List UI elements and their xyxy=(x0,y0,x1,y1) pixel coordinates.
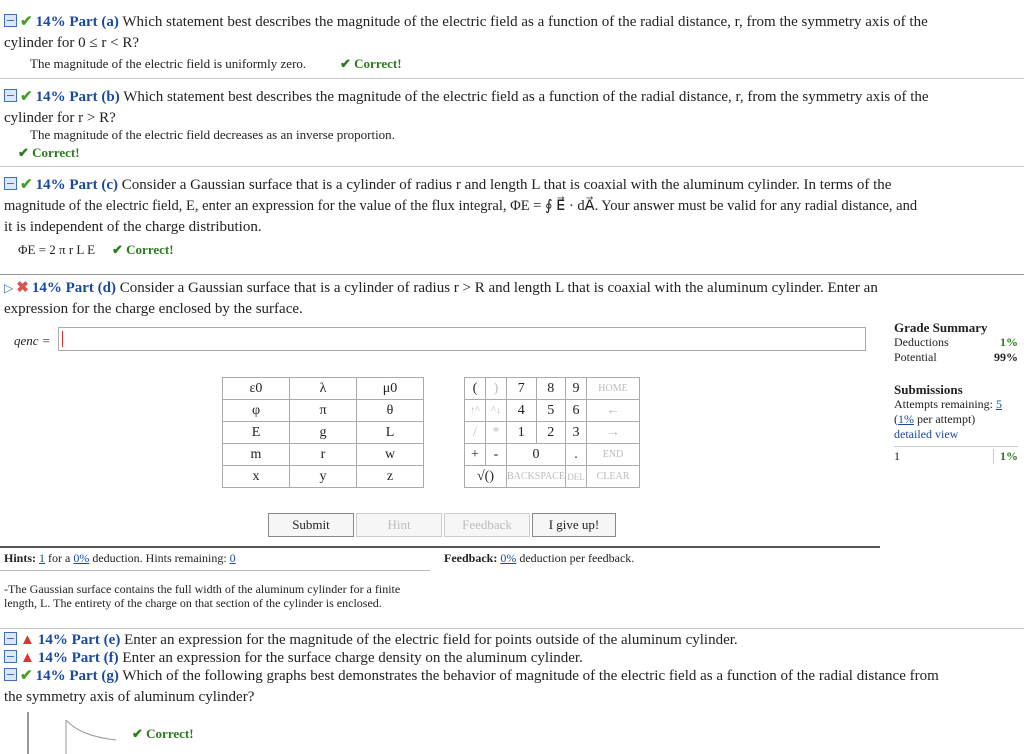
part-c-text-cont2: it is independent of the charge distribution. xyxy=(4,219,262,235)
submit-button[interactable]: Submit xyxy=(268,513,354,537)
divider xyxy=(0,274,1024,275)
submission-number: 1 xyxy=(894,449,900,463)
checkmark-icon: ✔ xyxy=(20,89,33,105)
key-symbol[interactable]: x xyxy=(223,466,290,488)
feedback-text: deduction per feedback. xyxy=(519,551,635,565)
key-3[interactable]: 3 xyxy=(566,422,587,444)
key-1[interactable]: 1 xyxy=(507,422,537,444)
hint-button[interactable]: Hint xyxy=(356,513,442,537)
deductions-row xyxy=(894,335,1018,350)
part-e-label: 14% Part (e) xyxy=(37,632,121,648)
deductions-value: 1% xyxy=(1000,335,1018,349)
detailed-view-link[interactable]: detailed view xyxy=(894,427,959,441)
warning-icon: ▲ xyxy=(20,632,35,648)
feedback-pct: 0% xyxy=(500,551,517,565)
key-superscript-down[interactable]: ^↓ xyxy=(486,400,507,422)
part-c-answer: ΦE = 2 π r L E xyxy=(18,242,96,257)
key-6[interactable]: 6 xyxy=(566,400,587,422)
key-symbol[interactable]: π xyxy=(290,400,357,422)
key-9[interactable]: 9 xyxy=(566,378,587,400)
key-multiply[interactable]: * xyxy=(486,422,507,444)
attempts-row xyxy=(894,397,1018,412)
key-clear[interactable]: CLEAR xyxy=(587,466,640,488)
part-a-status-text: Correct! xyxy=(354,56,402,71)
part-c-text-cont: magnitude of the electric field, E, enter an expression for the value of the flux integral, ΦE = ∮ E⃗ · dA⃗. Your answer must be valid for any radial distance, and xyxy=(4,198,918,214)
key-sqrt[interactable]: √() xyxy=(465,466,507,488)
divider xyxy=(0,570,430,571)
key-symbol[interactable]: μ0 xyxy=(357,378,424,400)
hints-bar xyxy=(4,551,236,566)
part-a-status: ✔ Correct! xyxy=(340,56,402,71)
hint-text: -The Gaussian surface contains the full width of the aluminum cylinder for a finite length, L. The entirety of the charge on that section of the cylinder is enclosed. xyxy=(4,582,401,610)
part-c-status: ✔ Correct! xyxy=(112,242,174,257)
collapse-icon[interactable] xyxy=(4,177,17,190)
part-e-text: Enter an expression for the magnitude of the electric field for points outside of the aluminum cylinder. xyxy=(124,632,738,648)
key-decimal[interactable]: . xyxy=(566,444,587,466)
key-symbol[interactable]: g xyxy=(290,422,357,444)
collapse-icon[interactable] xyxy=(4,89,17,102)
potential-value: 99% xyxy=(994,350,1018,364)
divider xyxy=(0,546,880,548)
grade-summary-title: Grade Summary xyxy=(894,320,988,335)
part-g-status: ✔ Correct! xyxy=(132,726,194,741)
divider xyxy=(0,628,1024,629)
divider xyxy=(0,166,1024,167)
part-g-question xyxy=(4,666,1020,708)
hints-deduction-text: deduction. Hints remaining: xyxy=(92,551,227,565)
part-g-text-cont: the symmetry axis of aluminum cylinder? xyxy=(4,689,255,705)
key-8[interactable]: 8 xyxy=(536,378,566,400)
answer-input[interactable] xyxy=(58,327,866,351)
collapse-icon[interactable] xyxy=(4,668,17,681)
part-b-answer: The magnitude of the electric field decreases as an inverse proportion. xyxy=(30,127,395,142)
key-open-paren[interactable]: ( xyxy=(465,378,486,400)
part-a-text: Which statement best describes the magnitude of the electric field as a function of the radial distance, r, from the symmetry axis of the xyxy=(122,14,928,30)
submissions-title: Submissions xyxy=(894,382,963,397)
hints-count: 1 xyxy=(39,551,46,565)
part-c-label: 14% Part (c) xyxy=(35,177,119,193)
per-attempt-pct[interactable]: 1% xyxy=(898,412,914,426)
part-b-label: 14% Part (b) xyxy=(35,89,120,105)
key-close-paren[interactable]: ) xyxy=(486,378,507,400)
key-end[interactable]: END xyxy=(587,444,640,466)
key-backspace[interactable]: BACKSPACE xyxy=(507,466,566,488)
key-minus[interactable]: - xyxy=(486,444,507,466)
part-b-text-cont: cylinder for r > R? xyxy=(4,110,116,126)
key-symbol[interactable]: E xyxy=(223,422,290,444)
hints-remaining: 0 xyxy=(229,551,236,565)
attempts-label: Attempts remaining: xyxy=(894,397,993,411)
key-7[interactable]: 7 xyxy=(507,378,537,400)
key-symbol[interactable]: m xyxy=(223,444,290,466)
grade-summary xyxy=(894,320,1018,464)
key-plus[interactable]: + xyxy=(465,444,486,466)
divider xyxy=(0,78,1024,79)
part-a-text-cont: cylinder for 0 ≤ r < R? xyxy=(4,35,139,51)
part-f-label: 14% Part (f) xyxy=(37,650,119,666)
key-divide[interactable]: / xyxy=(465,422,486,444)
text-caret xyxy=(62,331,63,347)
key-left-arrow[interactable]: ← xyxy=(587,400,640,422)
part-a-label: 14% Part (a) xyxy=(35,14,119,30)
collapse-icon[interactable] xyxy=(4,632,17,645)
attempts-value[interactable]: 5 xyxy=(995,397,1002,411)
graph-curve xyxy=(66,720,116,740)
x-icon: ✖ xyxy=(16,280,29,296)
per-attempt-text: per attempt) xyxy=(917,412,976,426)
part-g-label: 14% Part (g) xyxy=(35,668,119,684)
per-attempt-row: (1% per attempt) xyxy=(894,412,976,426)
feedback-bar xyxy=(444,551,634,566)
potential-label: Potential xyxy=(894,350,937,364)
feedback-label: Feedback: xyxy=(444,551,498,565)
submission-deduction: 1% xyxy=(993,449,1018,464)
checkmark-icon: ✔ xyxy=(20,668,33,684)
deductions-label: Deductions xyxy=(894,335,949,349)
key-5[interactable]: 5 xyxy=(536,400,566,422)
numeric-keypad xyxy=(464,377,640,488)
collapse-icon[interactable] xyxy=(4,14,17,27)
key-4[interactable]: 4 xyxy=(507,400,537,422)
hints-for-a: for a xyxy=(48,551,71,565)
key-symbol[interactable]: ε0 xyxy=(223,378,290,400)
key-symbol[interactable]: y xyxy=(290,466,357,488)
key-symbol[interactable]: θ xyxy=(357,400,424,422)
part-b-status-text: Correct! xyxy=(32,145,80,160)
part-g-text: Which of the following graphs best demonstrates the behavior of magnitude of the electric field as a function of the radial distance from xyxy=(122,668,939,684)
key-symbol[interactable]: φ xyxy=(223,400,290,422)
symbol-keypad xyxy=(222,377,424,488)
hints-label: Hints: xyxy=(4,551,37,565)
part-a-answer: The magnitude of the electric field is uniformly zero. xyxy=(30,56,307,71)
key-symbol[interactable]: w xyxy=(357,444,424,466)
key-del[interactable]: DEL xyxy=(566,466,587,488)
key-home[interactable]: HOME xyxy=(587,378,640,400)
key-0[interactable]: 0 xyxy=(507,444,566,466)
part-a-question xyxy=(4,12,1020,54)
part-b-text: Which statement best describes the magnitude of the electric field as a function of the radial distance, r, from the symmetry axis of the xyxy=(123,89,929,105)
part-b-status: ✔ Correct! xyxy=(18,145,80,160)
graph-thumbnail xyxy=(20,708,120,754)
key-symbol[interactable]: λ xyxy=(290,378,357,400)
potential-row xyxy=(894,350,1018,365)
part-d-label: 14% Part (d) xyxy=(31,280,116,296)
part-d-question xyxy=(4,278,1020,320)
part-f-text: Enter an expression for the surface charge density on the aluminum cylinder. xyxy=(122,650,583,666)
part-c-text: Consider a Gaussian surface that is a cylinder of radius r and length L that is coaxial with the aluminum cylinder. In terms of the xyxy=(121,177,892,193)
submission-row xyxy=(894,446,1018,464)
part-c-question xyxy=(4,175,1020,238)
key-2[interactable]: 2 xyxy=(536,422,566,444)
feedback-button[interactable]: Feedback xyxy=(444,513,530,537)
give-up-button[interactable]: I give up! xyxy=(532,513,616,537)
hints-pct: 0% xyxy=(73,551,90,565)
key-symbol[interactable]: L xyxy=(357,422,424,444)
part-b-question xyxy=(4,87,1020,129)
play-icon: ▷ xyxy=(4,281,14,295)
input-label: qenc = xyxy=(14,333,51,348)
key-symbol[interactable]: z xyxy=(357,466,424,488)
part-g-status-text: Correct! xyxy=(146,726,194,741)
key-right-arrow[interactable]: → xyxy=(587,422,640,444)
part-c-status-text: Correct! xyxy=(126,242,174,257)
collapse-icon[interactable] xyxy=(4,650,17,663)
key-superscript-up[interactable]: ↑^ xyxy=(465,400,486,422)
part-d-text-cont: expression for the charge enclosed by the surface. xyxy=(4,301,303,317)
checkmark-icon: ✔ xyxy=(20,177,33,193)
warning-icon: ▲ xyxy=(20,650,35,666)
part-d-text: Consider a Gaussian surface that is a cylinder of radius r > R and length L that is coaxial with the aluminum cylinder. Enter an xyxy=(119,280,878,296)
key-symbol[interactable]: r xyxy=(290,444,357,466)
checkmark-icon: ✔ xyxy=(20,14,33,30)
